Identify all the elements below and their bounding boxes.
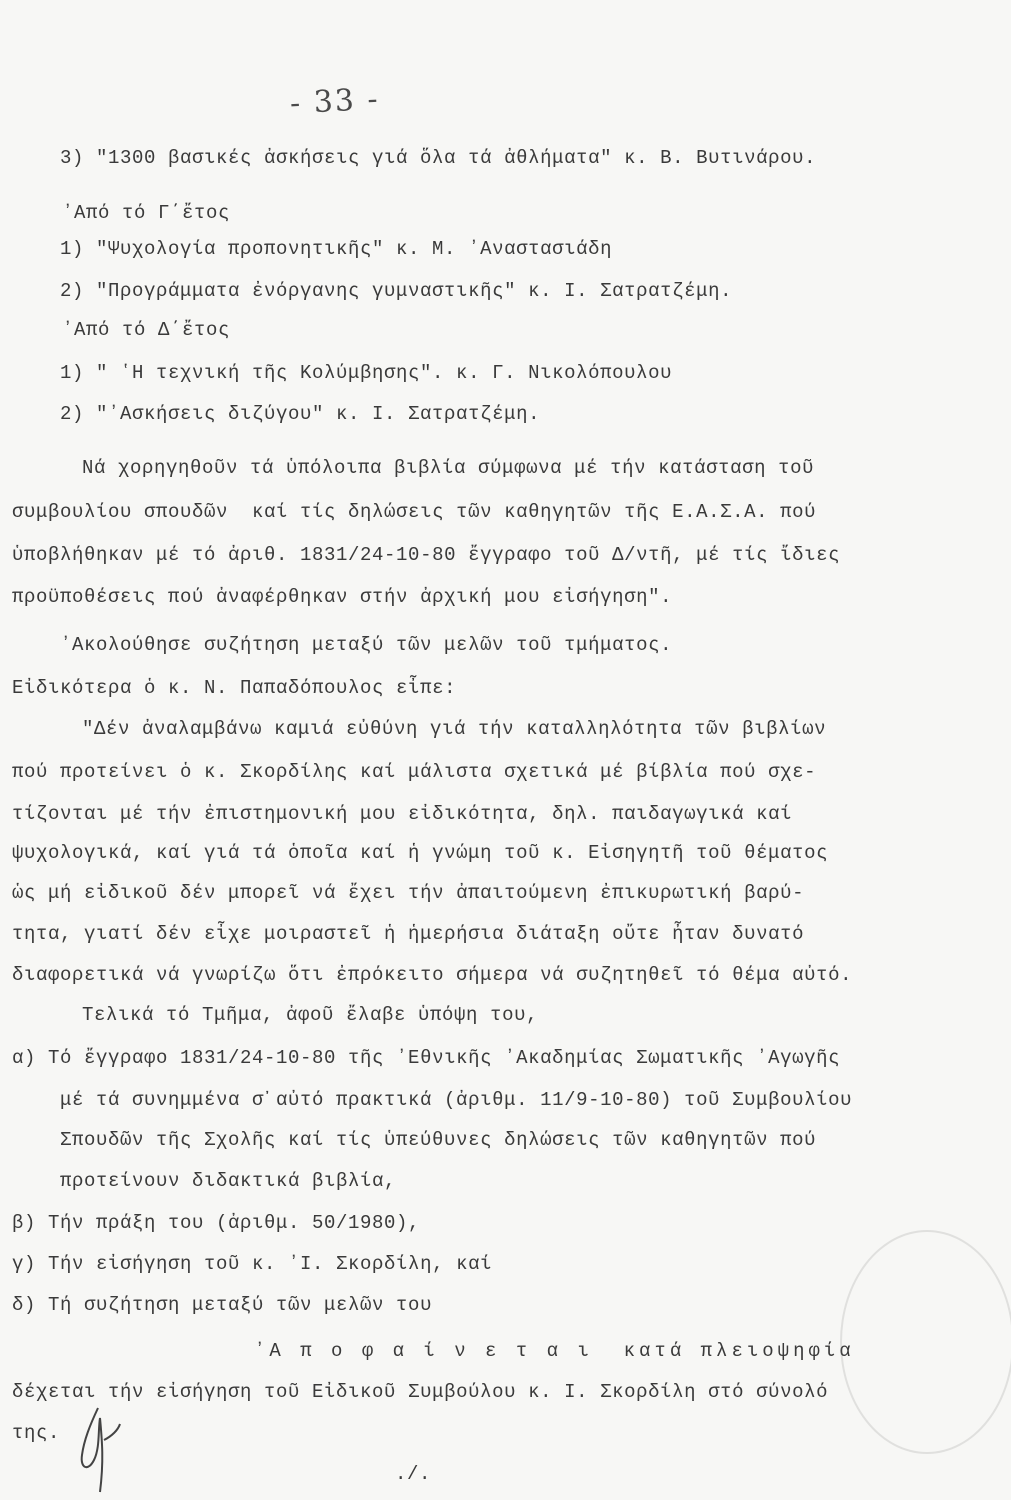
handwritten-signature — [70, 1400, 130, 1495]
list-item-continuation: Σπουδῶν τῆς Σχολῆς καί τίς ὑπεύθυνες δηλώσεις τῶν καθηγητῶν πού — [60, 1129, 817, 1151]
paragraph-line: Τελικά τό Τμῆμα, ἀφοῦ ἔλαβε ὑπόψη του, — [82, 1004, 539, 1026]
quote-line: ψυχολογικά, καί γιά τά ὁποῖα καί ἡ γνώμη τοῦ κ. Εἰσηγητῆ τοῦ θέματος — [12, 842, 829, 864]
quote-line: "Δέν ἀναλαμβάνω καμιά εὐθύνη γιά τήν καταλληλότητα τῶν βιβλίων — [82, 718, 827, 740]
quote-line: τητα, γιατί δέν εἶχε μοιραστεῖ ἡ ἡμερήσια διάταξη οὔτε ἦταν δυνατό — [12, 923, 805, 945]
text-line: 2) "ʼΑσκήσεις διζύγου" κ. Ι. Σατρατζέμη. — [60, 403, 541, 425]
list-item: δ) Τή συζήτηση μεταξύ τῶν μελῶν του — [12, 1294, 433, 1316]
paragraph-line: Εἰδικότερα ὁ κ. Ν. Παπαδόπουλος εἶπε: — [12, 677, 457, 699]
paragraph-line: δέχεται τήν εἰσήγηση τοῦ Εἰδικοῦ Συμβούλου κ. Ι. Σκορδίλη στό σύνολό — [12, 1381, 829, 1403]
list-item: β) Τήν πράξη του (ἀριθμ. 50/1980), — [12, 1212, 421, 1234]
quote-line: ὡς μή εἰδικοῦ δέν μπορεῖ νά ἔχει τήν ἀπαιτούμενη ἐπικυρωτική βαρύ- — [12, 882, 805, 904]
decision-heading: ʼΑ π ο φ α ί ν ε τ α ι κατά πλειοψηφία — [254, 1340, 855, 1362]
text-line: 2) "Προγράμματα ἐνόργανης γυμναστικῆς" κ. Ι. Σατρατζέμη. — [60, 280, 733, 302]
list-item-continuation: μέ τά συνημμένα σ᾽αὐτό πρακτικά (ἀριθμ. 11/9-10-80) τοῦ Συμβουλίου — [60, 1089, 853, 1111]
quote-line: τίζονται μέ τήν ἐπιστημονική μου εἰδικότητα, δηλ. παιδαγωγικά καί — [12, 803, 793, 825]
paragraph-line: Νά χορηγηθοῦν τά ὑπόλοιπα βιβλία σύμφωνα μέ τήν κατάσταση τοῦ — [82, 457, 815, 479]
section-heading: ʼΑπό τό Γ΄ἔτος — [62, 202, 231, 224]
page-number: - 33 - — [289, 81, 381, 122]
section-heading: ʼΑπό τό Δ΄ἔτος — [62, 319, 231, 341]
list-item: γ) Τήν εἰσήγηση τοῦ κ. ʼΙ. Σκορδίλη, καί — [12, 1253, 493, 1275]
quote-line: πού προτείνει ὁ κ. Σκορδίλης καί μάλιστα σχετικά μέ βίβλία πού σχε- — [12, 761, 817, 783]
paragraph-line: της. — [12, 1422, 61, 1444]
list-item-continuation: προτείνουν διδακτικά βιβλία, — [60, 1170, 397, 1192]
text-line: 1) " ʽΗ τεχνική τῆς Κολύμβησης". κ. Γ. Νικολόπουλου — [60, 362, 673, 384]
text-line: 3) "1300 βασικές ἀσκήσεις γιά ὅλα τά ἀθλήματα" κ. Β. Βυτινάρου. — [60, 147, 817, 169]
paragraph-line: ὑποβλήθηκαν μέ τό ἀριθ. 1831/24-10-80 ἔγγραφο τοῦ Δ/ντῆ, μέ τίς ἴδιες — [12, 544, 841, 566]
list-item: α) Τό ἔγγραφο 1831/24-10-80 τῆς ʼΕθνικῆς ʼΑκαδημίας Σωματικῆς ʼΑγωγῆς — [12, 1047, 841, 1069]
continuation-mark: ./. — [395, 1463, 432, 1485]
paragraph-line: ʼΑκολούθησε συζήτηση μεταξύ τῶν μελῶν τοῦ τμήματος. — [60, 634, 673, 656]
faded-stamp — [840, 1230, 1011, 1454]
text-line: 1) "Ψυχολογία προπονητικῆς" κ. Μ. ʼΑναστασιάδη — [60, 238, 613, 260]
quote-line: διαφορετικά νά γνωρίζω ὅτι ἐπρόκειτο σήμερα νά συζητηθεῖ τό θέμα αὐτό. — [12, 964, 853, 986]
paragraph-line: συμβουλίου σπουδῶν καί τίς δηλώσεις τῶν καθηγητῶν τῆς Ε.Α.Σ.Α. πού — [12, 501, 817, 523]
paragraph-line: προϋποθέσεις πού ἀναφέρθηκαν στήν ἀρχική μου εἰσήγηση". — [12, 586, 673, 608]
